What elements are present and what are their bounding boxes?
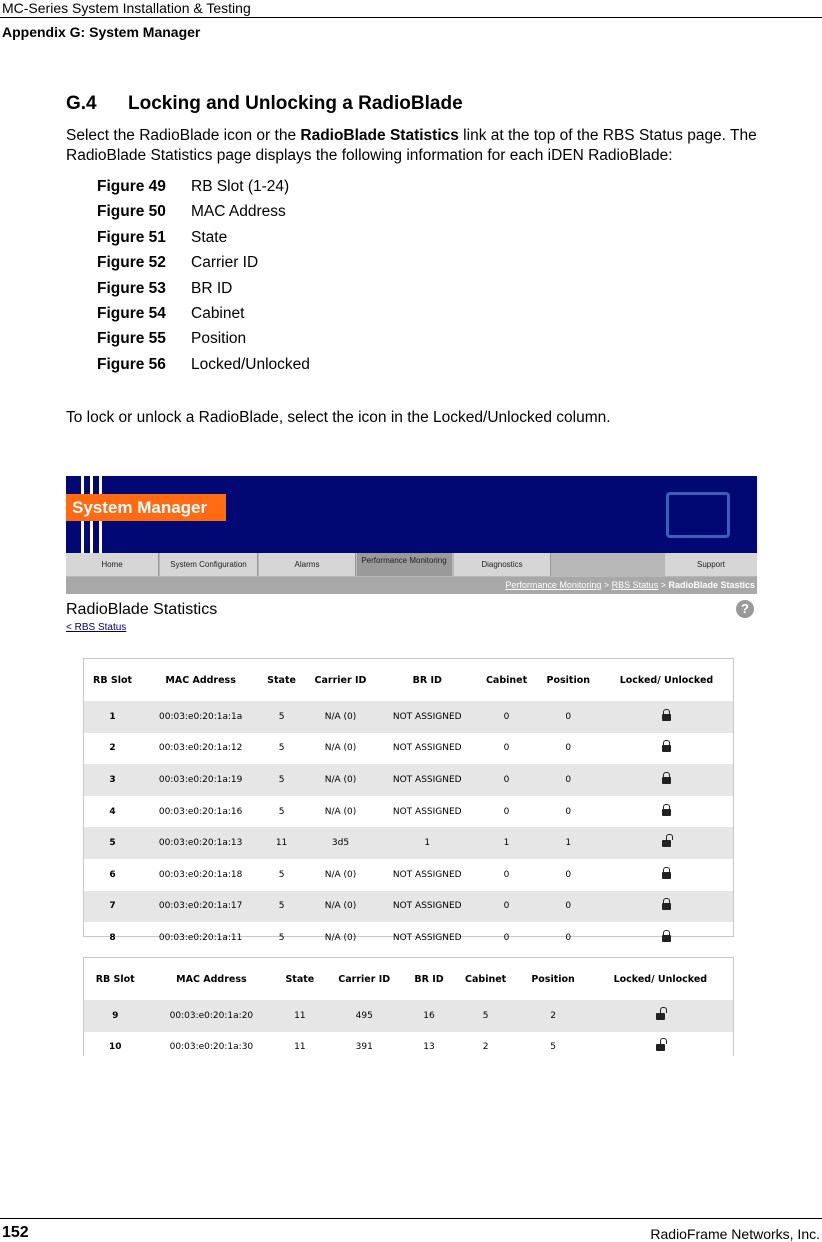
cell-carrier-id: N/A (0) bbox=[324, 806, 357, 817]
column-header-rb-slot: RB Slot bbox=[95, 973, 135, 985]
cell-cabinet: 2 bbox=[482, 1042, 489, 1053]
tab-system-configuration[interactable]: System Configuration bbox=[160, 553, 258, 576]
figure-list-item bbox=[97, 228, 310, 253]
company-name: RadioFrame Networks, Inc. bbox=[650, 1226, 820, 1242]
table-header-row bbox=[84, 958, 733, 1000]
cell-rb-slot: 3 bbox=[84, 764, 141, 796]
breadcrumb bbox=[66, 577, 757, 594]
figure-label: Figure 49 bbox=[97, 178, 166, 195]
breadcrumb-current: RadioBlade Stastics bbox=[668, 580, 755, 590]
column-header-locked-unlocked: Locked/ Unlocked bbox=[619, 674, 714, 686]
page-title: RadioBlade Statistics bbox=[66, 601, 218, 618]
table-row bbox=[84, 764, 733, 796]
tab-alarms[interactable]: Alarms bbox=[259, 553, 356, 576]
locked-padlock-icon[interactable] bbox=[662, 777, 671, 784]
cell-carrier-id: N/A (0) bbox=[324, 743, 357, 754]
lock-cell bbox=[600, 922, 733, 954]
column-header-cabinet: Cabinet bbox=[465, 973, 507, 985]
locked-padlock-icon[interactable] bbox=[662, 935, 671, 942]
table-row bbox=[84, 796, 733, 828]
intro-text-2: link at the top of the RBS Status page. The RadioBlade Statistics page displays the following information for each iDEN RadioBlade: bbox=[66, 127, 757, 164]
figure-text: RB Slot (1-24) bbox=[191, 178, 290, 195]
appendix-title: Appendix G: System Manager bbox=[2, 24, 201, 40]
figure-text: Carrier ID bbox=[191, 254, 259, 272]
cell-br-id: NOT ASSIGNED bbox=[392, 806, 462, 817]
figure-list-item bbox=[97, 279, 310, 304]
cell-mac-address: 00:03:e0:20:1a:19 bbox=[141, 764, 260, 796]
cell-rb-slot: 6 bbox=[109, 869, 116, 880]
lock-cell bbox=[588, 1000, 733, 1032]
cell-br-id: NOT ASSIGNED bbox=[378, 891, 477, 923]
cell-mac-address: 00:03:e0:20:1a:30 bbox=[169, 1042, 254, 1053]
cell-position: 0 bbox=[537, 701, 600, 733]
cell-position: 0 bbox=[537, 891, 600, 923]
cell-carrier-id: 3d5 bbox=[303, 827, 378, 859]
column-header-carrier-id: Carrier ID bbox=[314, 674, 367, 686]
cell-state: 11 bbox=[260, 827, 303, 859]
figure-list-item bbox=[97, 355, 310, 380]
cell-mac-address: 00:03:e0:20:1a:13 bbox=[141, 827, 260, 859]
cell-br-id: NOT ASSIGNED bbox=[392, 932, 462, 943]
system-manager-screenshot bbox=[66, 476, 757, 1056]
radioframe-logo-icon bbox=[666, 492, 730, 538]
cell-position: 2 bbox=[518, 1000, 587, 1032]
cell-position: 0 bbox=[565, 869, 572, 880]
cell-br-id: 16 bbox=[405, 1000, 453, 1032]
column-header-state: State bbox=[267, 674, 296, 686]
cell-cabinet: 0 bbox=[476, 891, 536, 923]
tab-support[interactable]: Support bbox=[665, 553, 757, 576]
cell-state: 11 bbox=[294, 1042, 306, 1053]
radioblade-table-2-grid bbox=[84, 958, 733, 1056]
table-row bbox=[84, 1000, 733, 1032]
figure-label: Figure 55 bbox=[97, 330, 166, 348]
cell-position: 0 bbox=[565, 806, 572, 817]
figure-list-item bbox=[97, 329, 310, 354]
cell-rb-slot: 2 bbox=[109, 743, 116, 754]
lock-cell bbox=[588, 1032, 733, 1056]
cell-state: 5 bbox=[260, 891, 303, 923]
cell-rb-slot: 10 bbox=[108, 1042, 122, 1053]
cell-cabinet: 0 bbox=[503, 806, 510, 817]
section-heading-text: Locking and Unlocking a RadioBlade bbox=[128, 93, 463, 114]
figure-label: Figure 56 bbox=[97, 355, 166, 373]
locked-padlock-icon[interactable] bbox=[662, 809, 671, 816]
cell-state: 5 bbox=[278, 932, 285, 943]
system-manager-logo: System Manager bbox=[66, 494, 226, 521]
breadcrumb-rbs-status[interactable]: RBS Status bbox=[611, 580, 659, 590]
intro-bold-link-name: RadioBlade Statistics bbox=[300, 127, 459, 144]
lock-cell bbox=[600, 827, 733, 859]
lock-cell bbox=[600, 733, 733, 765]
column-header-mac-address: MAC Address bbox=[165, 674, 236, 686]
table-row bbox=[84, 1032, 733, 1056]
cell-br-id: NOT ASSIGNED bbox=[392, 743, 462, 754]
column-header-cabinet: Cabinet bbox=[485, 674, 528, 686]
cell-br-id: NOT ASSIGNED bbox=[392, 869, 462, 880]
figure-list-item bbox=[97, 202, 310, 227]
radioblade-table-2 bbox=[83, 957, 734, 1056]
cell-cabinet: 0 bbox=[503, 932, 510, 943]
cell-state: 5 bbox=[260, 764, 303, 796]
cell-carrier-id: N/A (0) bbox=[324, 932, 357, 943]
cell-rb-slot: 7 bbox=[84, 891, 141, 923]
locked-padlock-icon[interactable] bbox=[662, 872, 671, 879]
cell-carrier-id: N/A (0) bbox=[303, 764, 378, 796]
unlocked-padlock-icon[interactable] bbox=[656, 1013, 665, 1020]
cell-state: 5 bbox=[278, 869, 285, 880]
cell-carrier-id: N/A (0) bbox=[303, 701, 378, 733]
column-header-carrier-id: Carrier ID bbox=[338, 973, 391, 985]
figure-text: Cabinet bbox=[191, 304, 245, 322]
table-row bbox=[84, 701, 733, 733]
table-row bbox=[84, 859, 733, 891]
cell-position: 1 bbox=[537, 827, 600, 859]
cell-state: 5 bbox=[260, 701, 303, 733]
cell-mac-address: 00:03:e0:20:1a:20 bbox=[146, 1000, 276, 1032]
radioblade-table-1 bbox=[83, 658, 734, 943]
cell-mac-address: 00:03:e0:20:1a:16 bbox=[158, 806, 243, 817]
cell-state: 5 bbox=[278, 806, 285, 817]
lock-cell bbox=[600, 701, 733, 733]
breadcrumb-separator: > bbox=[601, 580, 612, 590]
section-number: G.4 bbox=[66, 93, 97, 114]
cell-rb-slot: 8 bbox=[109, 932, 116, 943]
intro-text-1: Select the RadioBlade icon or the bbox=[66, 127, 301, 144]
cell-cabinet: 5 bbox=[453, 1000, 519, 1032]
cell-mac-address: 00:03:e0:20:1a:17 bbox=[141, 891, 260, 923]
column-header-br-id: BR ID bbox=[412, 674, 442, 686]
locked-padlock-icon[interactable] bbox=[662, 903, 671, 910]
figure-list bbox=[97, 177, 310, 380]
cell-position: 5 bbox=[550, 1042, 556, 1053]
figure-label: Figure 52 bbox=[97, 254, 166, 272]
figure-list-item bbox=[97, 177, 310, 202]
figure-label: Figure 51 bbox=[97, 228, 166, 246]
cell-mac-address: 00:03:e0:20:1a:11 bbox=[158, 932, 243, 943]
cell-br-id: 1 bbox=[378, 827, 477, 859]
locked-padlock-icon[interactable] bbox=[662, 745, 671, 752]
breadcrumb-performance-monitoring[interactable]: Performance Monitoring bbox=[505, 580, 602, 590]
cell-br-id: NOT ASSIGNED bbox=[378, 701, 477, 733]
cell-state: 5 bbox=[278, 743, 285, 754]
column-header-mac-address: MAC Address bbox=[176, 973, 247, 985]
cell-state: 11 bbox=[276, 1000, 323, 1032]
cell-cabinet: 0 bbox=[476, 764, 536, 796]
figure-label: Figure 53 bbox=[97, 279, 166, 297]
cell-mac-address: 00:03:e0:20:1a:18 bbox=[158, 869, 243, 880]
cell-position: 0 bbox=[565, 743, 572, 754]
table-row bbox=[84, 733, 733, 765]
cell-mac-address: 00:03:e0:20:1a:12 bbox=[158, 743, 243, 754]
cell-position: 0 bbox=[537, 764, 600, 796]
header-rule bbox=[0, 17, 822, 18]
figure-text: Locked/Unlocked bbox=[191, 355, 310, 373]
help-icon[interactable]: ? bbox=[736, 600, 754, 618]
cell-cabinet: 0 bbox=[503, 743, 510, 754]
column-header-br-id: BR ID bbox=[414, 973, 444, 985]
table-row bbox=[84, 827, 733, 859]
lock-cell bbox=[600, 891, 733, 923]
lock-cell bbox=[600, 764, 733, 796]
cell-cabinet: 1 bbox=[476, 827, 536, 859]
figure-text: State bbox=[191, 228, 228, 246]
cell-position: 0 bbox=[565, 932, 572, 943]
figure-label: Figure 50 bbox=[97, 203, 166, 221]
document-title: MC-Series System Installation & Testing bbox=[2, 0, 251, 16]
column-header-rb-slot: RB Slot bbox=[93, 674, 133, 686]
cell-carrier-id: N/A (0) bbox=[303, 891, 378, 923]
section-heading bbox=[66, 93, 463, 115]
table-header-row bbox=[84, 659, 733, 701]
figure-text: Position bbox=[191, 330, 247, 348]
cell-cabinet: 0 bbox=[476, 701, 536, 733]
figure-list-item bbox=[97, 304, 310, 329]
figure-text: MAC Address bbox=[191, 203, 286, 221]
intro-paragraph bbox=[66, 126, 816, 166]
radioblade-table-1-grid bbox=[84, 659, 733, 954]
cell-carrier-id: 391 bbox=[355, 1042, 373, 1053]
table-row bbox=[84, 891, 733, 923]
tab-performance-monitoring[interactable]: Performance Monitoring bbox=[357, 553, 452, 576]
page-number: 152 bbox=[2, 1224, 29, 1241]
tab-home[interactable]: Home bbox=[66, 553, 159, 576]
breadcrumb-separator: > bbox=[658, 580, 669, 590]
cell-carrier-id: 495 bbox=[323, 1000, 405, 1032]
cell-cabinet: 0 bbox=[503, 869, 510, 880]
figure-list-item bbox=[97, 253, 310, 278]
cell-rb-slot: 5 bbox=[84, 827, 141, 859]
column-header-position: Position bbox=[546, 674, 591, 686]
column-header-state: State bbox=[285, 973, 315, 985]
lock-cell bbox=[600, 796, 733, 828]
column-header-position: Position bbox=[531, 973, 575, 985]
tab-diagnostics[interactable]: Diagnostics bbox=[454, 553, 551, 576]
column-header-locked-unlocked: Locked/ Unlocked bbox=[613, 973, 708, 985]
cell-br-id: 13 bbox=[423, 1042, 435, 1053]
instruction-paragraph: To lock or unlock a RadioBlade, select the icon in the Locked/Unlocked column. bbox=[66, 409, 611, 426]
figure-label: Figure 54 bbox=[97, 304, 166, 322]
cell-rb-slot: 1 bbox=[84, 701, 141, 733]
cell-rb-slot: 9 bbox=[84, 1000, 146, 1032]
unlocked-padlock-icon[interactable] bbox=[656, 1044, 665, 1051]
cell-carrier-id: N/A (0) bbox=[324, 869, 357, 880]
lock-cell bbox=[600, 859, 733, 891]
figure-text: BR ID bbox=[191, 279, 233, 297]
locked-padlock-icon[interactable] bbox=[662, 714, 671, 721]
unlocked-padlock-icon[interactable] bbox=[662, 840, 671, 847]
cell-rb-slot: 4 bbox=[109, 806, 116, 817]
cell-br-id: NOT ASSIGNED bbox=[378, 764, 477, 796]
rbs-status-back-link[interactable]: < RBS Status bbox=[66, 622, 127, 633]
table-row bbox=[84, 922, 733, 954]
footer-rule bbox=[0, 1218, 822, 1219]
cell-mac-address: 00:03:e0:20:1a:1a bbox=[141, 701, 260, 733]
